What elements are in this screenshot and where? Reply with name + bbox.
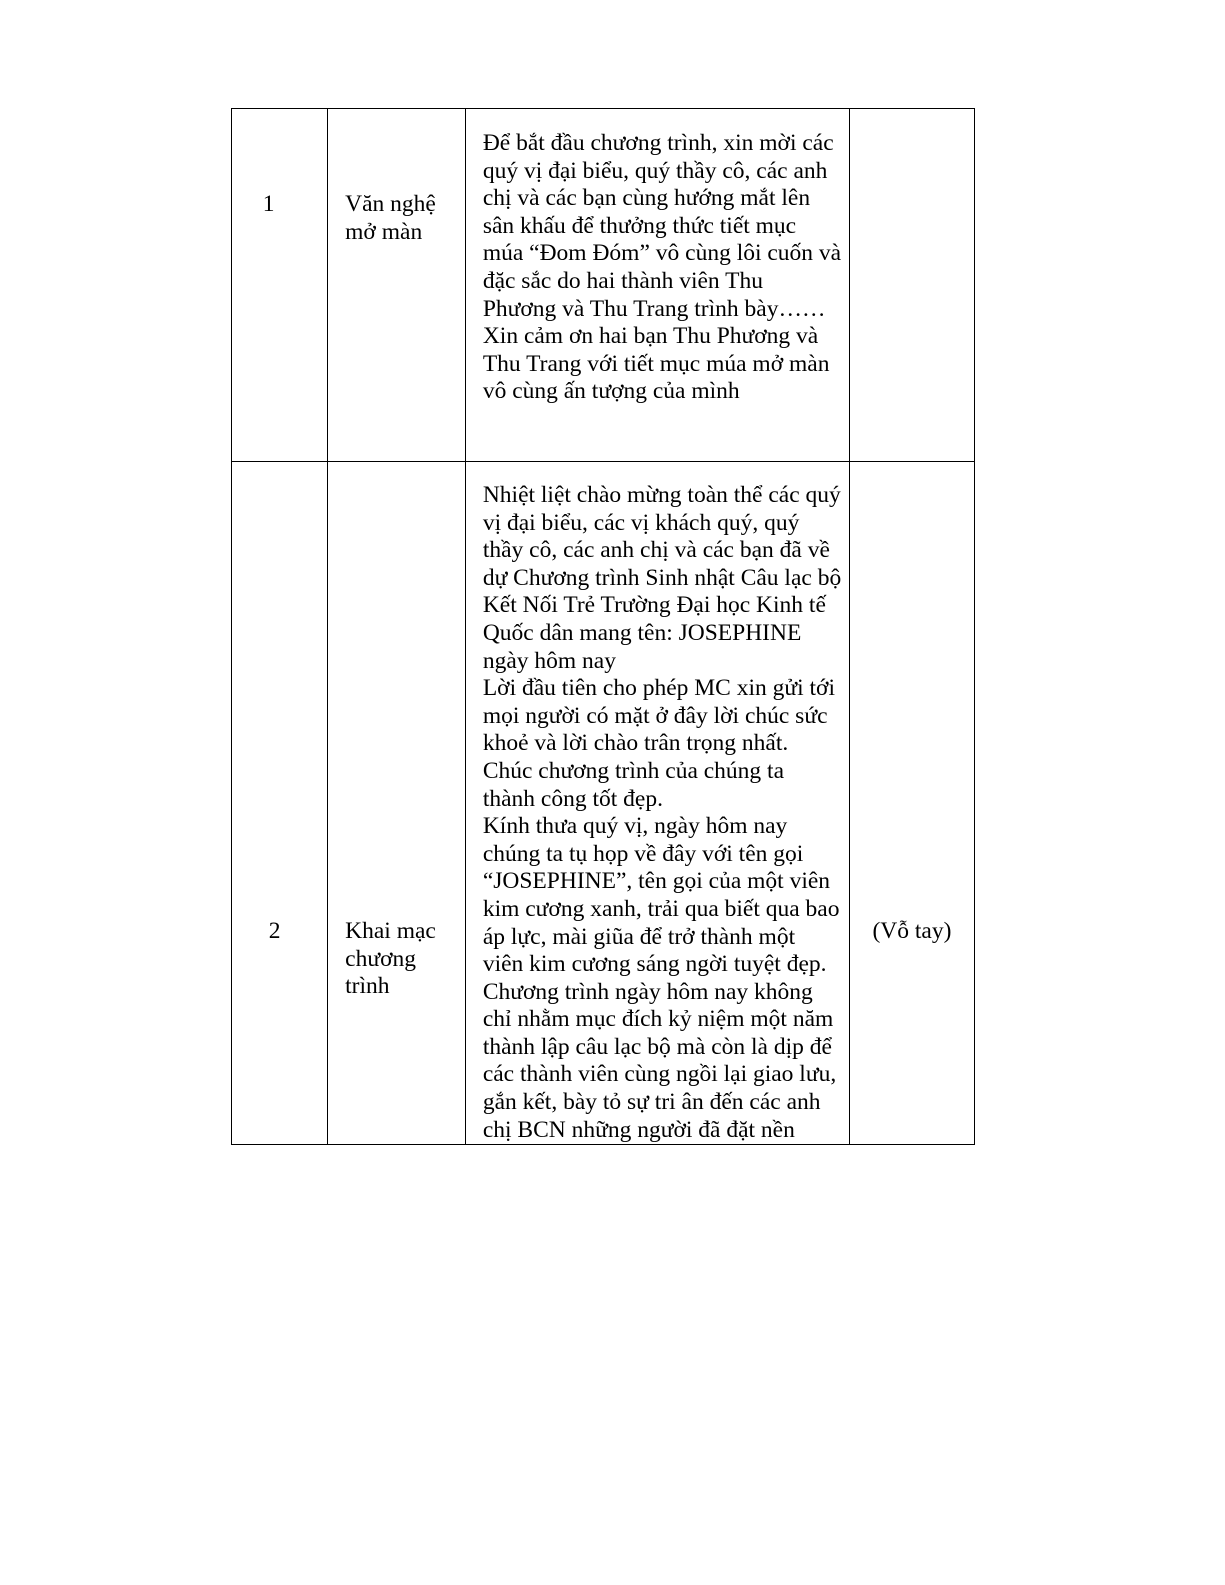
row-number-cell (232, 109, 328, 462)
program-script-table (231, 108, 975, 1145)
note-text: (Vỗ tay) (872, 918, 952, 944)
script-text: Để bắt đầu chương trình, xin mời các quý vị đại biểu, quý thầy cô, các anh chị và các bạn cùng hướng mắt lên sân khấu để thưởng thức tiết mục múa “Đom Đóm” vô cùng lôi cuốn và đặc sắc do hai thành viên Thu Phương và Thu Trang trình bày…… Xin cảm ơn hai bạn Thu Phương và Thu Trang với tiết mục múa mở màn vô cùng ấn tượng của mình (482, 130, 842, 405)
script-text: Nhiệt liệt chào mừng toàn thể các quý vị đại biểu, các vị khách quý, quý thầy cô, các anh chị và các bạn đã về dự Chương trình Sinh nhật Câu lạc bộ Kết Nối Trẻ Trường Đại học Kinh tế Quốc dân mang tên: JOSEPHINE ngày hôm nay Lời đầu tiên cho phép MC xin gửi tới mọi người có mặt ở đây lời chúc sức khoẻ và lời chào trân trọng nhất. Chúc chương trình của chúng ta thành công tốt đẹp. Kính thưa quý vị, ngày hôm nay chúng ta tụ họp về đây với tên gọi “JOSEPHINE”, tên gọi của một viên kim cương xanh, trải qua biết qua bao áp lực, mài giũa để trở thành một viên kim cương sáng ngời tuyệt đẹp. Chương trình ngày hôm nay không chỉ nhằm mục đích kỷ niệm một năm thành lập câu lạc bộ mà còn là dịp để các thành viên cùng ngồi lại giao lưu, gắn kết, bày tỏ sự tri ân đến các anh chị BCN những người đã đặt nền (482, 482, 842, 1143)
row-number: 1 (262, 191, 275, 217)
segment-cell (328, 109, 466, 462)
table-row (232, 109, 975, 462)
table-row (232, 462, 975, 1145)
note-cell (850, 109, 975, 462)
note-cell (850, 462, 975, 1145)
script-cell (465, 109, 850, 462)
segment-title: Khai mạc chương trình (345, 918, 436, 1000)
script-cell (465, 462, 850, 1145)
segment-cell (328, 462, 466, 1145)
segment-title: Văn nghệ mở màn (345, 191, 436, 245)
row-number-cell (232, 462, 328, 1145)
row-number: 2 (268, 918, 281, 944)
